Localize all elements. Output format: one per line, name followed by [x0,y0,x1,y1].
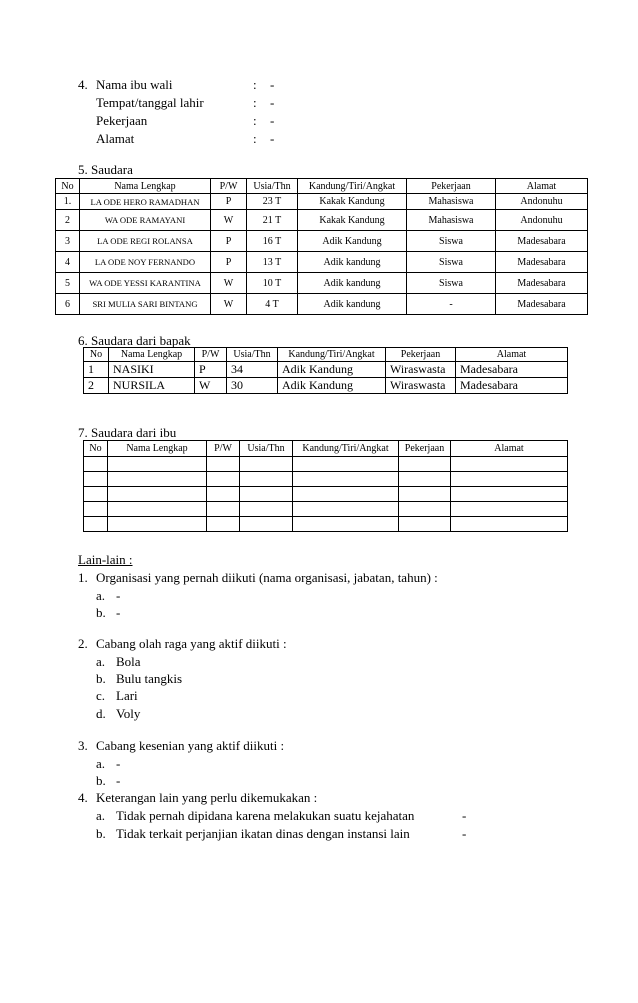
wali-value: - [270,131,275,146]
sub-item-letter: b. [96,671,106,686]
sub-item-value: - [462,826,467,841]
table-cell: P [211,252,247,273]
table-cell: Madesabara [496,231,588,252]
table-cell: 23 T [247,194,298,210]
header-cell: No [84,348,109,362]
table-cell: 34 [227,362,278,378]
table-row [56,294,588,315]
table-cell: Adik Kandung [298,231,407,252]
sub-item-letter: b. [96,773,106,788]
saudara-ibu-table [83,440,568,532]
table-cell: Adik kandung [298,273,407,294]
sub-item-text: - [116,756,121,771]
sub-item-value: - [462,808,467,823]
table-cell: Wiraswasta [386,378,456,394]
sub-item-text: - [116,773,121,788]
saudara-title: 5. Saudara [78,162,133,177]
wali-label: Nama ibu wali [96,77,173,92]
header-cell: Usia/Thn [247,179,298,194]
list-item-text: Cabang kesenian yang aktif diikuti : [96,738,285,753]
header-cell: P/W [207,441,240,457]
table-cell: 1. [56,194,80,210]
table-row [84,472,568,487]
table-cell: LA ODE HERO RAMADHAN [80,194,211,210]
sub-item-letter: b. [96,605,106,620]
header-cell: Kandung/Tiri/Angkat [298,179,407,194]
table-cell: Adik Kandung [278,362,386,378]
sub-item-text: Tidak terkait perjanjian ikatan dinas dengan instansi lain [116,826,410,841]
table-cell: 4 T [247,294,298,315]
header-cell: Usia/Thn [240,441,293,457]
list-item-text: Keterangan lain yang perlu dikemukakan : [96,790,318,805]
table-cell: Adik kandung [298,252,407,273]
table-cell: W [195,378,227,394]
header-cell: P/W [195,348,227,362]
table-cell: Wiraswasta [386,362,456,378]
table-cell: Siswa [407,252,496,273]
table-cell: Mahasiswa [407,194,496,210]
header-cell: P/W [211,179,247,194]
table-cell: 1 [84,362,109,378]
table-cell: SRI MULIA SARI BINTANG [80,294,211,315]
header-cell: Alamat [456,348,568,362]
wali-colon: : [253,131,257,146]
table-cell: 13 T [247,252,298,273]
lain-heading: Lain-lain : [78,552,133,567]
sub-item-text: - [116,588,121,603]
wali-colon: : [253,113,257,128]
header-cell: Pekerjaan [386,348,456,362]
list-item-number: 2. [78,636,88,651]
table-cell: LA ODE NOY FERNANDO [80,252,211,273]
wali-value: - [270,113,275,128]
table-cell: NURSILA [109,378,195,394]
sub-item-letter: d. [96,706,106,721]
wali-colon: : [253,77,257,92]
table-row [84,362,568,378]
table-cell: Madesabara [496,252,588,273]
list-item-text: Organisasi yang pernah diikuti (nama organisasi, jabatan, tahun) : [96,570,438,585]
table-cell: Madesabara [496,294,588,315]
header-cell: No [84,441,108,457]
wali-label: Alamat [96,131,135,146]
table-cell: 2 [56,210,80,231]
table-cell: W [211,210,247,231]
table-cell: NASIKI [109,362,195,378]
table-row [84,502,568,517]
table-cell: P [211,231,247,252]
table-cell: Mahasiswa [407,210,496,231]
table-cell: W [211,294,247,315]
wali-value: - [270,95,275,110]
table-cell: Andonuhu [496,210,588,231]
table-row [84,378,568,394]
header-cell: Nama Lengkap [109,348,195,362]
table-row [84,487,568,502]
table-cell: 6 [56,294,80,315]
table-header-row [84,348,568,362]
table-cell: Siswa [407,273,496,294]
sub-item-text: - [116,605,121,620]
sub-item-text: Bulu tangkis [116,671,183,686]
table-cell: 5 [56,273,80,294]
wali-colon: : [253,95,257,110]
wali-item-number: 4. [78,77,88,92]
table-cell: 3 [56,231,80,252]
list-item-text: Cabang olah raga yang aktif diikuti : [96,636,287,651]
table-cell: - [407,294,496,315]
table-cell: Kakak Kandung [298,210,407,231]
sub-item-letter: c. [96,688,106,703]
table-cell: Siswa [407,231,496,252]
table-cell: Adik kandung [298,294,407,315]
list-item-number: 1. [78,570,88,585]
header-cell: Nama Lengkap [80,179,211,194]
table-cell: 2 [84,378,109,394]
sub-item-letter: a. [96,588,106,603]
saudara-ibu-title: 7. Saudara dari ibu [78,425,177,440]
wali-label: Pekerjaan [96,113,148,128]
table-row [56,210,588,231]
table-row [56,231,588,252]
table-cell: 30 [227,378,278,394]
sub-item-text: Voly [116,706,141,721]
sub-item-text: Lari [116,688,138,703]
table-cell: P [211,194,247,210]
table-cell: 10 T [247,273,298,294]
wali-label: Tempat/tanggal lahir [96,95,204,110]
table-header-row [84,441,568,457]
sub-item-letter: a. [96,756,106,771]
table-cell: Kakak Kandung [298,194,407,210]
header-cell: Alamat [496,179,588,194]
header-cell: Pekerjaan [407,179,496,194]
header-cell: Nama Lengkap [108,441,207,457]
table-cell: Adik Kandung [278,378,386,394]
saudara-bapak-table [83,347,568,394]
sub-item-text: Bola [116,654,141,669]
list-item-number: 4. [78,790,88,805]
table-row [56,273,588,294]
sub-item-letter: a. [96,808,106,823]
table-row [56,194,588,210]
table-cell: P [195,362,227,378]
table-cell: 21 T [247,210,298,231]
header-cell: Kandung/Tiri/Angkat [278,348,386,362]
sub-item-letter: a. [96,654,106,669]
table-cell: LA ODE REGI ROLANSA [80,231,211,252]
saudara-table [55,178,588,315]
table-row [56,252,588,273]
header-cell: Kandung/Tiri/Angkat [293,441,399,457]
saudara-bapak-title: 6. Saudara dari bapak [78,333,191,348]
table-row [84,457,568,472]
list-item-number: 3. [78,738,88,753]
table-cell: Madesabara [456,378,568,394]
table-cell: 4 [56,252,80,273]
sub-item-letter: b. [96,826,106,841]
wali-value: - [270,77,275,92]
table-cell: Madesabara [496,273,588,294]
table-header-row [56,179,588,194]
table-cell: Andonuhu [496,194,588,210]
header-cell: Pekerjaan [399,441,451,457]
header-cell: No [56,179,80,194]
table-cell: 16 T [247,231,298,252]
sub-item-text: Tidak pernah dipidana karena melakukan suatu kejahatan [116,808,415,823]
table-cell: W [211,273,247,294]
table-row [84,517,568,532]
header-cell: Usia/Thn [227,348,278,362]
table-cell: WA ODE RAMAYANI [80,210,211,231]
table-cell: Madesabara [456,362,568,378]
header-cell: Alamat [451,441,568,457]
table-cell: WA ODE YESSI KARANTINA [80,273,211,294]
